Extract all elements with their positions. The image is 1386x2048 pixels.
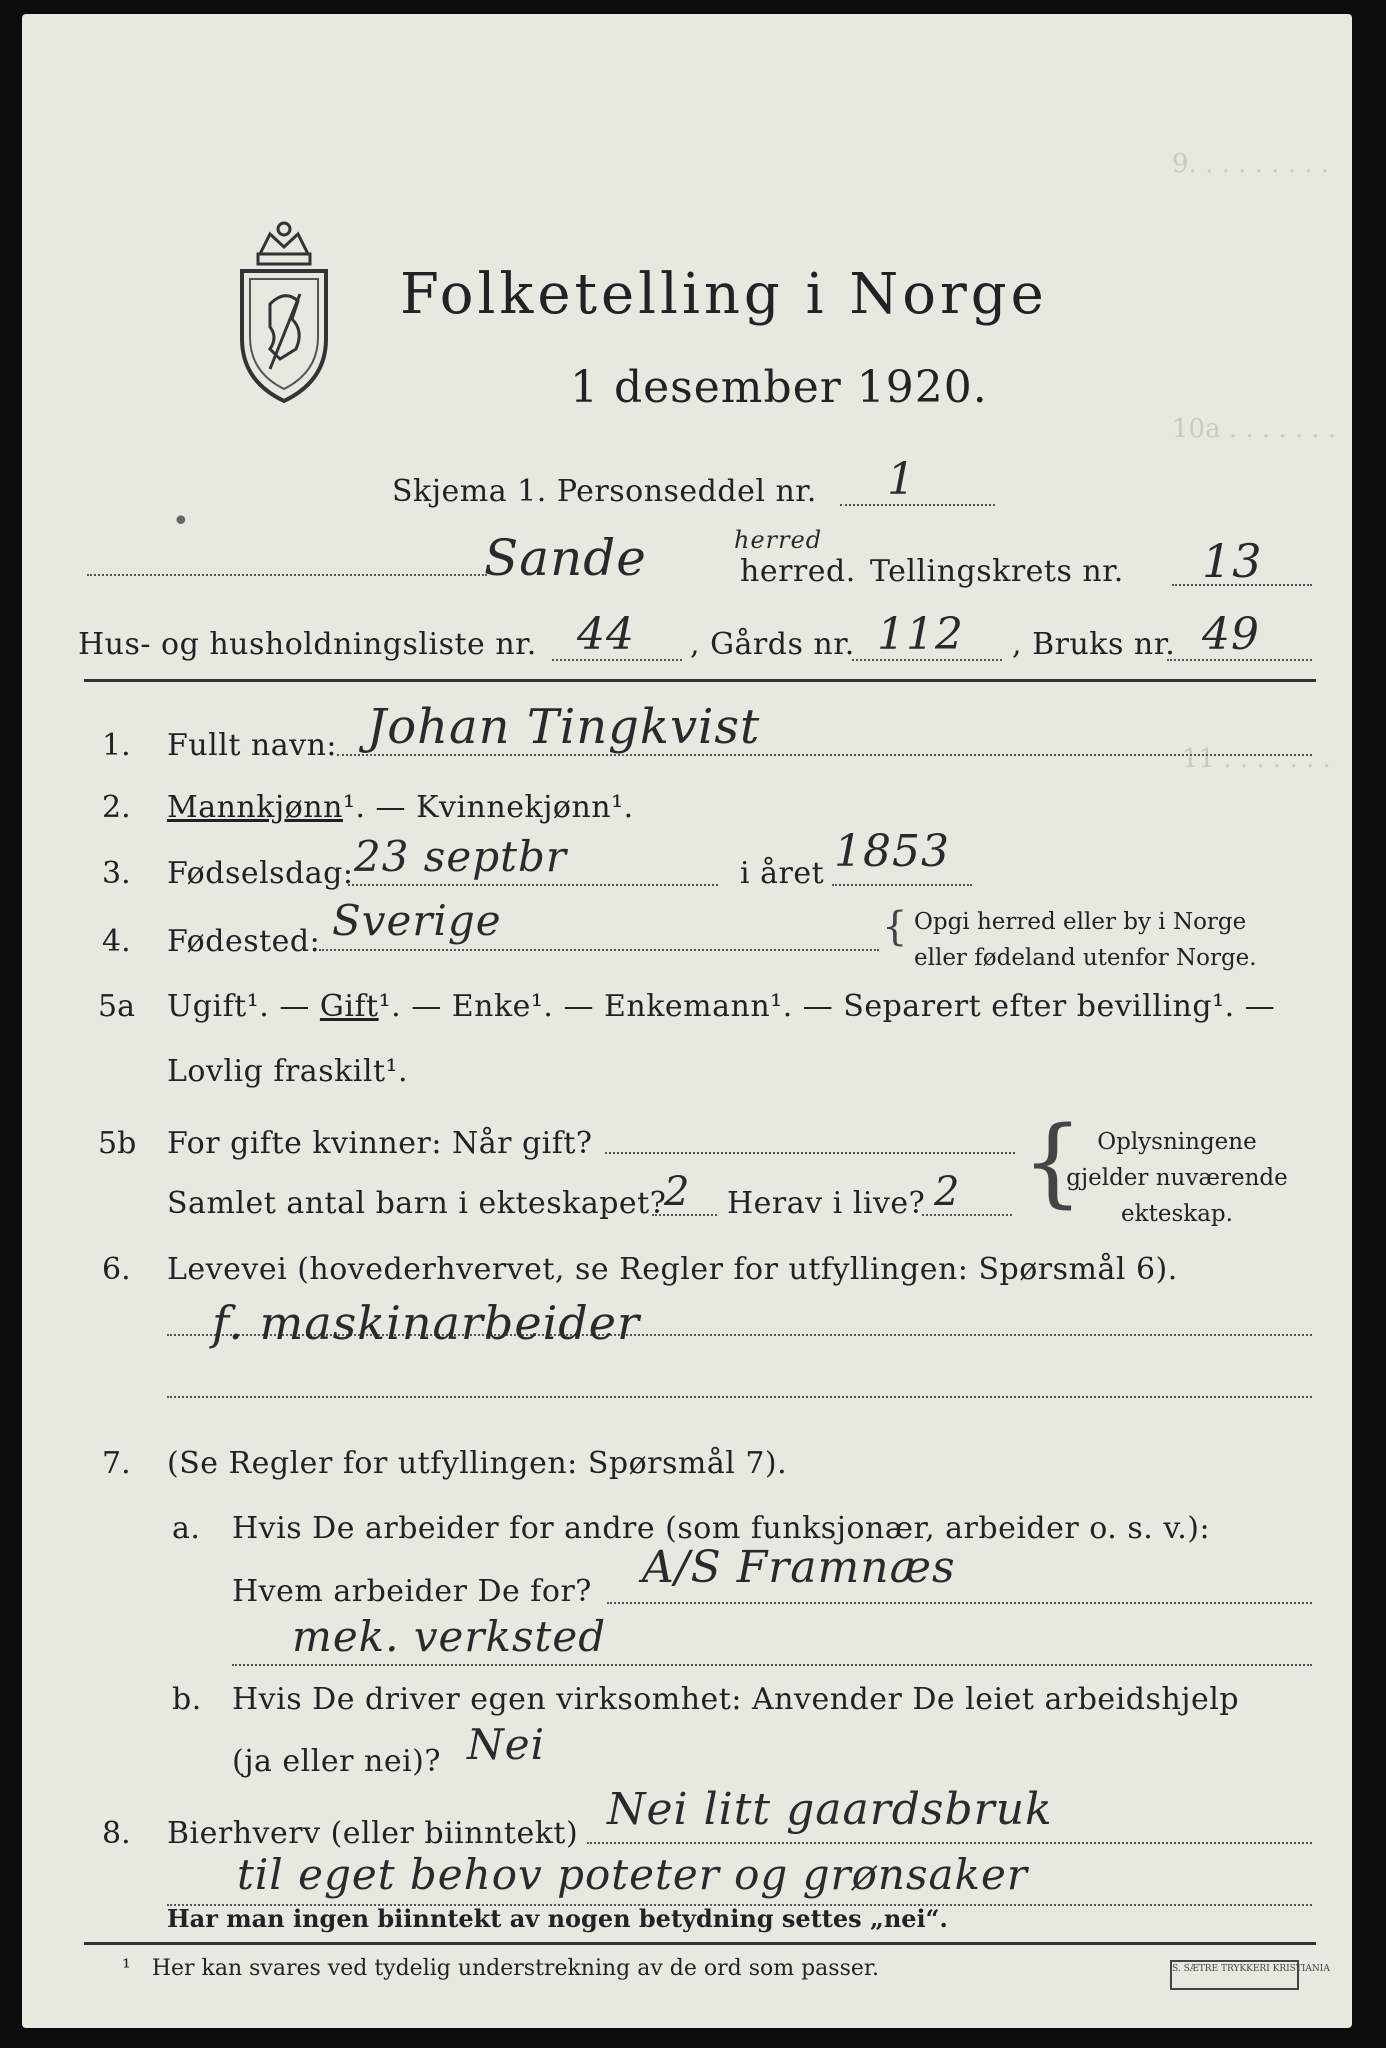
footnote: [122, 1956, 879, 1981]
herred-value: Sande: [484, 529, 647, 587]
herred-superscript: herred: [734, 526, 823, 554]
q5b-note-line1: Oplysningene: [1097, 1129, 1257, 1155]
header-divider: [84, 679, 1316, 682]
q2-number: 2.: [102, 790, 131, 825]
q4-number: 4.: [102, 924, 131, 959]
q5a-line2: Lovlig fraskilt¹.: [167, 1054, 409, 1089]
q5b-number: 5b: [98, 1126, 137, 1161]
q5b-when-label: For gifte kvinner: Når gift?: [167, 1126, 593, 1161]
q5b-note-line2: gjelder nuværende: [1066, 1165, 1288, 1191]
q6-occupation-value: f. maskinarbeider: [212, 1296, 640, 1350]
q5a-married-option: Gift: [319, 989, 379, 1024]
q5a-options: [167, 989, 1275, 1024]
q5b-children-value: 2: [664, 1169, 691, 1215]
q7b-yesno-label: (ja eller nei)?: [232, 1744, 441, 1779]
bruks-value: 49: [1202, 609, 1260, 660]
tellingskrets-value: 13: [1202, 534, 1263, 588]
q1-number: 1.: [102, 728, 131, 763]
printer-stamp: [1170, 1960, 1330, 1990]
q7a-letter: a.: [172, 1511, 201, 1546]
husholdningsliste-value: 44: [577, 609, 635, 660]
gaards-label: , Gårds nr.: [690, 627, 855, 662]
q8-note: Har man ingen biinntekt av nogen betydning settes „nei“.: [167, 1904, 948, 1933]
footnote-text: Her kan svares ved tydelig understrekning av de ord som passer.: [151, 1956, 879, 1981]
q8-number: 8.: [102, 1816, 131, 1851]
q3-line: [348, 884, 718, 886]
q8-side-income-value-line1: Nei litt gaardsbruk: [607, 1784, 1053, 1835]
q4-note-line1: Opgi herred eller by i Norge: [914, 909, 1247, 935]
q7a-employer-label: Hvem arbeider De for?: [232, 1574, 592, 1609]
herred-label: herred.: [740, 554, 856, 589]
footer-divider: [84, 1942, 1316, 1945]
q2-male-option: Mannkjønn: [167, 790, 343, 825]
q3-year-line: [832, 884, 972, 886]
q6-label: Levevei (hovederhvervet, se Regler for utfyllingen: Spørsmål 6).: [167, 1252, 1178, 1287]
coat-of-arms-icon: [230, 209, 338, 409]
q1-label: Fullt navn:: [167, 728, 338, 763]
census-form: [22, 14, 1352, 2028]
q5b-alive-label: Herav i live?: [727, 1186, 926, 1221]
bleed-through-text: 11 . . . . . . .: [1182, 744, 1331, 774]
q5b-note-line3: ekteskap.: [1121, 1201, 1233, 1227]
printer-stamp-text: S. SÆTRE TRYKKERI KRISTIANIA: [1172, 1964, 1330, 1974]
q7a-line-1: [607, 1602, 1312, 1604]
q5b-when-line: [605, 1152, 1015, 1154]
q7b-label: Hvis De driver egen virksomhet: Anvender De leiet arbeidshjelp: [232, 1682, 1240, 1717]
q4-bracket: {: [882, 904, 908, 950]
tellingskrets-label: Tellingskrets nr.: [870, 554, 1124, 589]
q8-side-income-value-line2: til eget behov poteter og grønsaker: [237, 1850, 1028, 1899]
q3-year-label: i året: [740, 856, 825, 891]
q5b-note: [1062, 1124, 1292, 1232]
q7-number: 7.: [102, 1446, 131, 1481]
q4-label: Fødested:: [167, 924, 321, 959]
q1-full-name-value: Johan Tingkvist: [367, 699, 761, 755]
q3-label: Fødselsdag:: [167, 856, 354, 891]
q4-line: [319, 949, 879, 951]
husholdningsliste-label: Hus- og husholdningsliste nr.: [78, 627, 537, 662]
q2-separator: —: [375, 790, 407, 825]
q3-year-value: 1853: [834, 826, 950, 877]
q2-sup: ¹.: [342, 790, 366, 825]
q5a-part1: Ugift¹. —: [167, 989, 320, 1024]
q6-line-2: [167, 1396, 1312, 1398]
q4-birthplace-value: Sverige: [332, 896, 502, 945]
q5a-part2: ¹. — Enke¹. — Enkemann¹. — Separert efter bevilling¹. —: [378, 989, 1276, 1024]
margin-dot: •: [172, 504, 190, 539]
footnote-marker: ¹: [122, 1956, 131, 1981]
q5a-number: 5a: [98, 989, 135, 1024]
q7b-letter: b.: [172, 1682, 202, 1717]
form-title: Folketelling i Norge: [400, 262, 1048, 327]
bruks-label: , Bruks nr.: [1012, 627, 1176, 662]
q3-birthday-value: 23 septbr: [354, 832, 567, 881]
personseddel-value: 1: [887, 454, 916, 505]
q7a-label: Hvis De arbeider for andre (som funksjonær, arbeider o. s. v.):: [232, 1511, 1211, 1546]
bleed-through-text: 10a . . . . . . .: [1172, 414, 1337, 444]
personseddel-line: [840, 504, 995, 506]
q7b-answer-value: Nei: [467, 1720, 546, 1769]
q7-label: (Se Regler for utfyllingen: Spørsmål 7).: [167, 1446, 788, 1481]
form-date: 1 desember 1920.: [570, 362, 988, 413]
q2-options: [167, 790, 634, 825]
q7a-employer-value-line1: A/S Framnæs: [642, 1542, 956, 1593]
q2-female-option: Kvinnekjønn¹.: [416, 790, 634, 825]
q6-number: 6.: [102, 1252, 131, 1287]
bleed-through-text: 9. . . . . . . . .: [1172, 149, 1330, 179]
herred-left-line: [87, 574, 487, 576]
schema-label: Skjema 1. Personseddel nr.: [392, 474, 817, 509]
q5b-bracket: {: [1022, 1106, 1084, 1218]
gaards-value: 112: [877, 609, 964, 660]
q5b-children-label: Samlet antal barn i ekteskapet?: [167, 1186, 667, 1221]
q8-label: Bierhverv (eller biinntekt): [167, 1816, 579, 1851]
q4-note-line2: eller fødeland utenfor Norge.: [914, 945, 1257, 971]
q8-line-1: [587, 1842, 1312, 1844]
q4-note: [914, 904, 1257, 976]
q5b-alive-value: 2: [934, 1169, 961, 1215]
q7a-line-2: [232, 1664, 1312, 1666]
q7a-employer-value-line2: mek. verksted: [292, 1612, 607, 1661]
q3-number: 3.: [102, 856, 131, 891]
